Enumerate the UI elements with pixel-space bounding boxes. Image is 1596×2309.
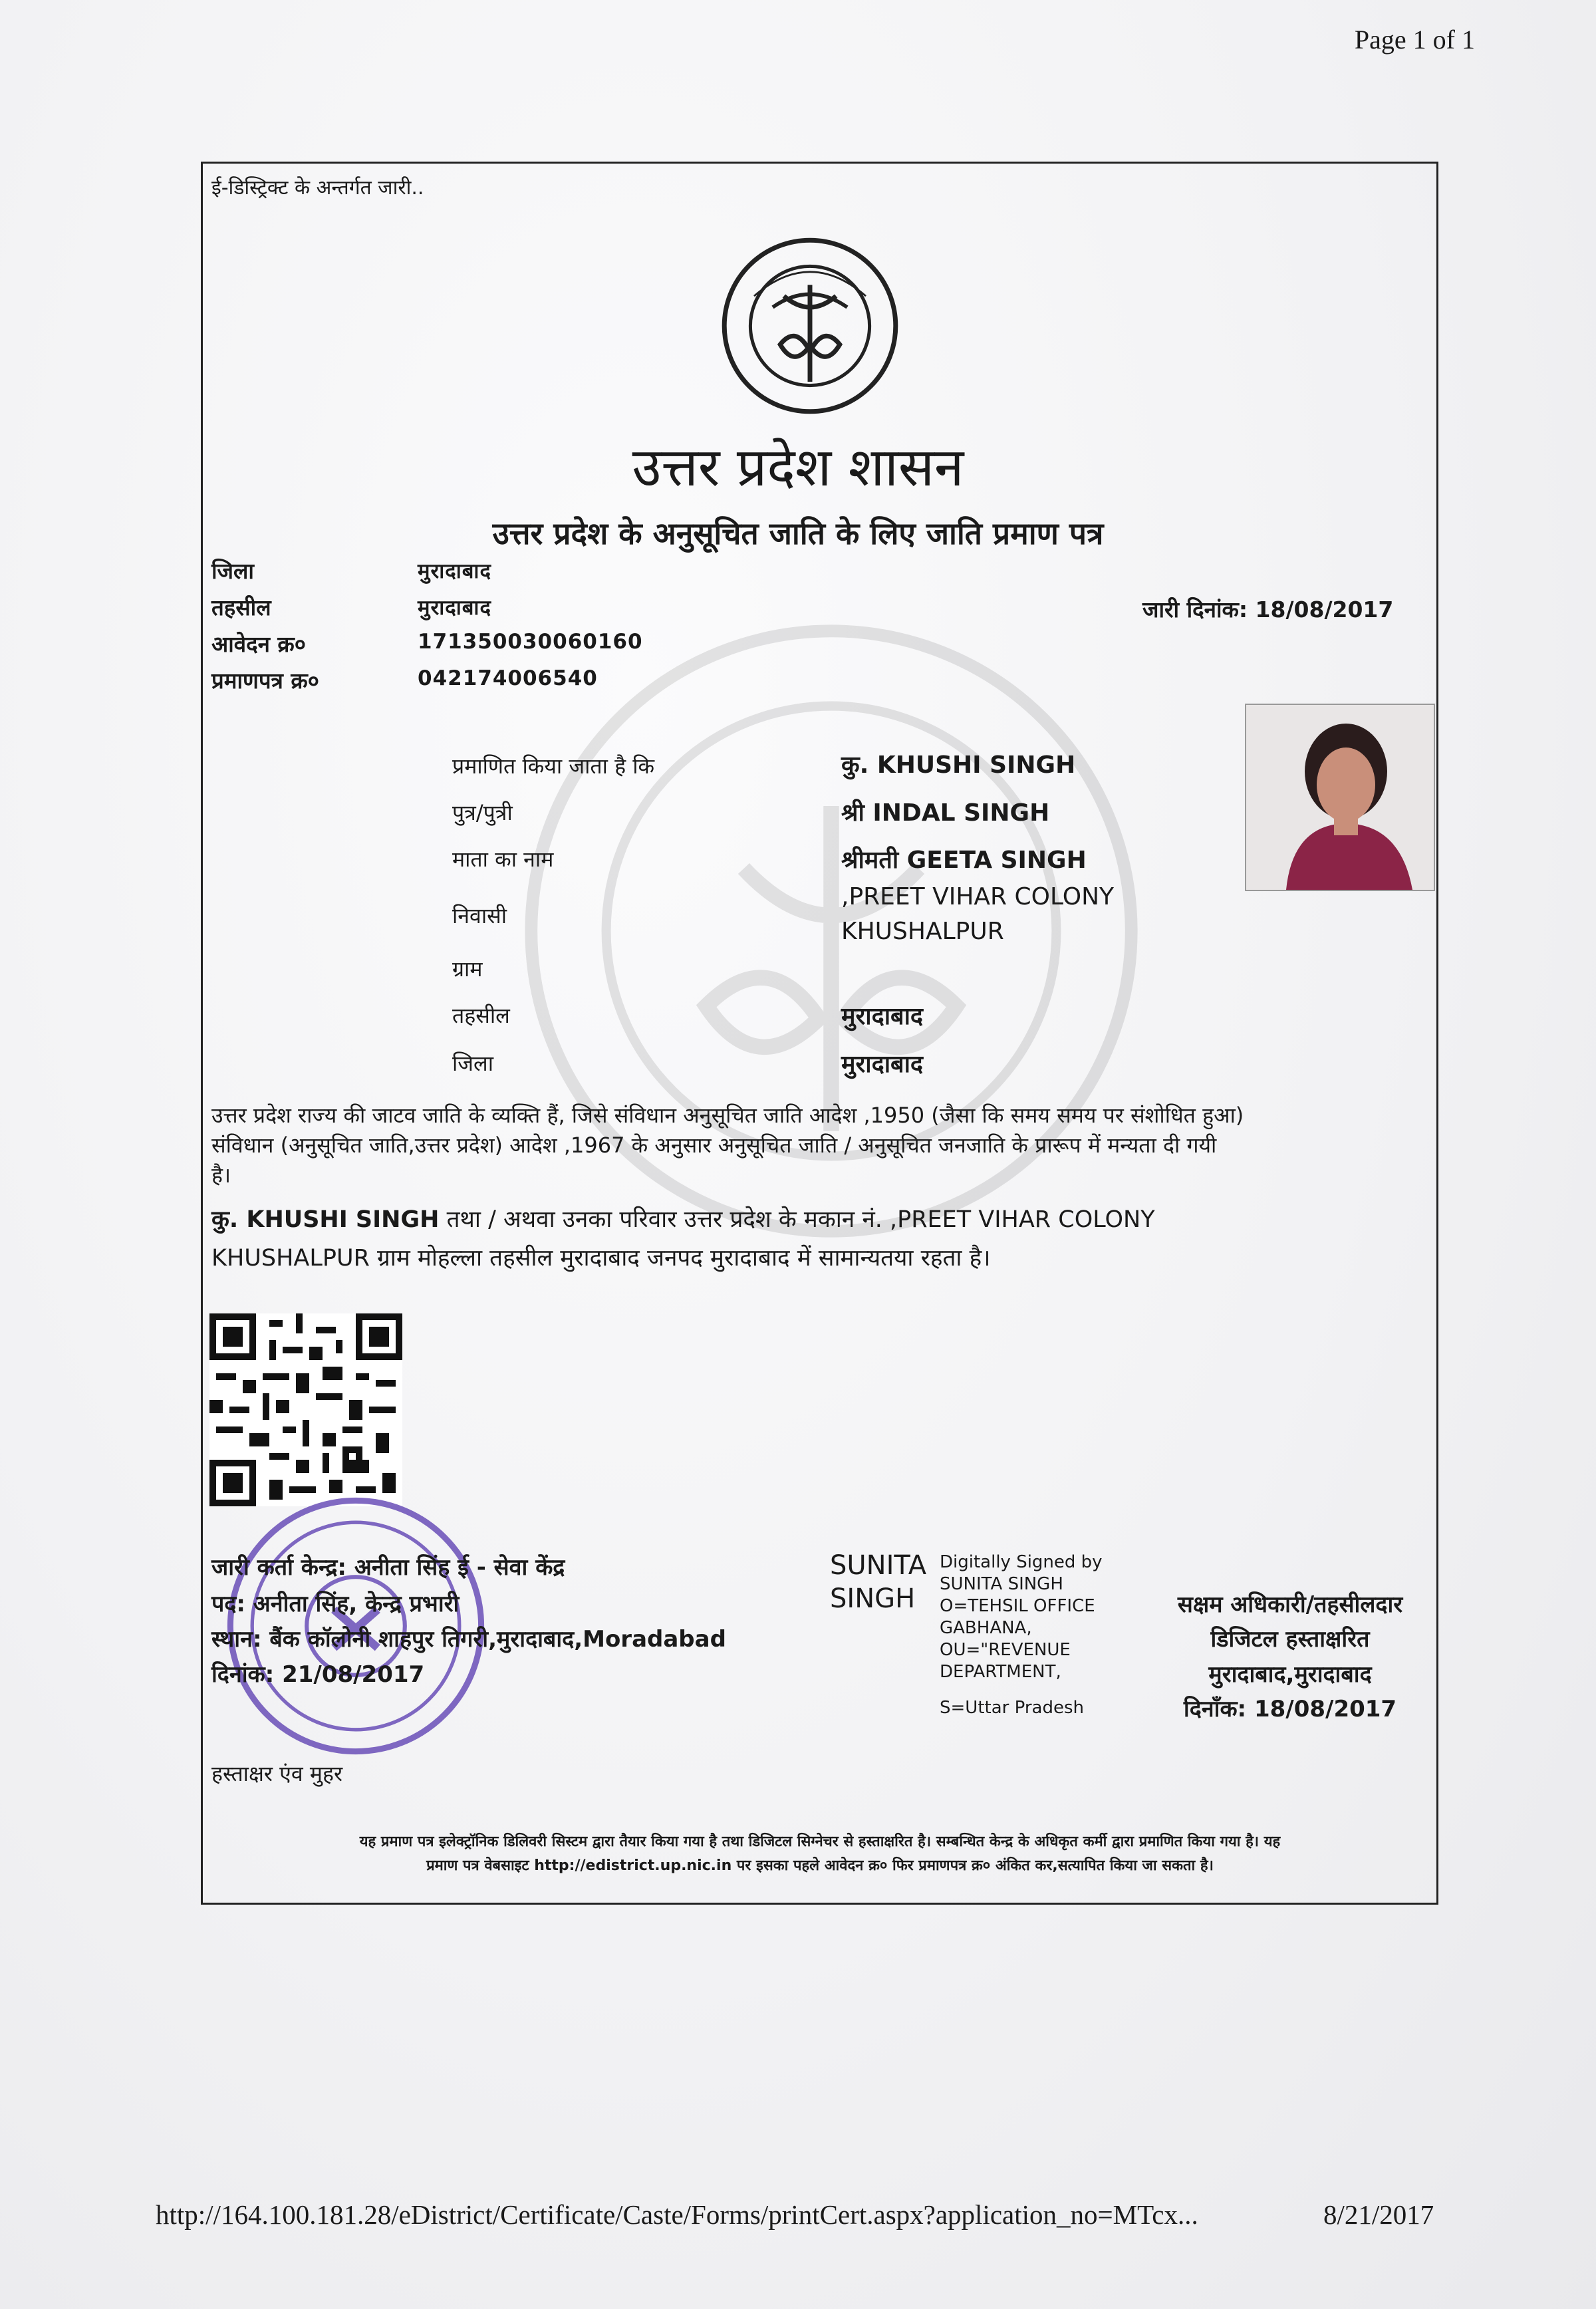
- notice-line2: प्रमाण पत्र वेबसाइट http://edistrict.up.nic.in पर इसका पहले आवेदन क्र० फिर प्रमाणपत्र क्र० अंकित कर,सत्यापित किया जा सकता है।: [426, 1857, 1214, 1874]
- sign-and-seal-label: हस्ताक्षर एंव मुहर: [211, 1761, 343, 1786]
- issue-date: [1142, 594, 1393, 624]
- certificate-no-value: 042174006540: [418, 666, 598, 690]
- sig-detail-6: DEPARTMENT,: [940, 1662, 1061, 1682]
- tehsil-label: तहसील: [211, 595, 271, 620]
- resident-line2: KHUSHALPUR: [841, 918, 1004, 945]
- para2-name: कु. KHUSHI SINGH: [211, 1206, 440, 1233]
- footer-date: 8/21/2017: [1323, 2199, 1434, 2230]
- resident-label: निवासी: [452, 903, 507, 928]
- field-district-label: जिला: [452, 1051, 494, 1076]
- para1-line3: है।: [211, 1162, 231, 1188]
- field-tehsil-value: मुरादाबाद: [841, 1003, 924, 1030]
- sig-detail-4: GABHANA,: [940, 1618, 1032, 1638]
- district-value: मुरादाबाद: [418, 559, 491, 583]
- signer-name-line2: SINGH: [830, 1583, 916, 1614]
- verification-notice: [211, 1830, 1428, 1878]
- authority-line1: सक्षम अधिकारी/तहसीलदार: [1177, 1591, 1403, 1618]
- authority-line2: डिजिटल हस्ताक्षरित: [1210, 1626, 1370, 1653]
- mother-label: माता का नाम: [452, 847, 554, 872]
- up-government-emblem-icon: [717, 233, 903, 419]
- notice-line1: यह प्रमाण पत्र इलेक्ट्रॉनिक डिलिवरी सिस्टम द्वारा तैयार किया गया है तथा डिजिटल सिग्नेचर से हस्ताक्षरित है। सम्बन्धित केन्द्र के अधिकृत कर्मी द्वारा प्रमाणित किया गया है। यह: [359, 1834, 1281, 1850]
- authority-line3: मुरादाबाद,मुरादाबाद: [1208, 1661, 1372, 1688]
- page-number: Page 1 of 1: [1354, 25, 1475, 55]
- person-photo-icon: [1246, 705, 1434, 890]
- issue-date-value: 18/08/2017: [1255, 597, 1394, 622]
- field-district-value: मुरादाबाद: [841, 1051, 924, 1078]
- parent-label: पुत्र/पुत्री: [452, 800, 513, 825]
- field-tehsil-label: तहसील: [452, 1003, 510, 1028]
- caste-declaration-paragraph: [211, 1101, 1428, 1190]
- issuer-place: स्थान: बैंक कॉलोनी शाहपुर तिगरी,मुरादाबाद,Moradabad: [211, 1626, 726, 1653]
- tehsil-value: मुरादाबाद: [418, 596, 491, 620]
- certificate-title: उत्तर प्रदेश शासन: [632, 436, 964, 498]
- applicant-photo: [1245, 704, 1435, 891]
- para1-line2: संविधान (अनुसूचित जाति,उत्तर प्रदेश) आदेश ,1967 के अनुसार अनुसूचित जाति / अनुसूचित जनजाति के प्रारूप में मन्यता दी गयी: [211, 1133, 1217, 1158]
- parent-value: श्री INDAL SINGH: [841, 799, 1050, 827]
- footer-url: http://164.100.181.28/eDistrict/Certificate/Caste/Forms/printCert.aspx?application_no=MTcx...: [156, 2199, 1198, 2230]
- para2-line2: KHUSHALPUR ग्राम मोहल्ला तहसील मुरादाबाद जनपद मुरादाबाद में सामान्यतया रहता है।: [211, 1245, 991, 1272]
- certified-label: प्रमाणित किया जाता है कि: [452, 753, 655, 779]
- certificate-subtitle: उत्तर प्रदेश के अनुसूचित जाति के लिए जाति प्रमाण पत्र: [492, 515, 1104, 551]
- signer-name-line1: SUNITA: [830, 1550, 927, 1581]
- para1-line1: उत्तर प्रदेश राज्य की जाटव जाति के व्यक्ति हैं, जिसे संविधान अनुसूचित जाति आदेश ,1950 (जैसा कि समय समय पर संशोधित हुआ): [211, 1103, 1244, 1128]
- issuer-center: जारी कर्ता केन्द्र: अनीता सिंह ई - सेवा केंद्र: [211, 1554, 565, 1581]
- residence-paragraph: [211, 1200, 1428, 1278]
- certificate-no-label: प्रमाणपत्र क्र०: [211, 668, 319, 694]
- sig-detail-5: OU="REVENUE: [940, 1640, 1071, 1660]
- village-label: ग्राम: [452, 956, 483, 982]
- application-no-label: आवेदन क्र०: [211, 631, 306, 657]
- qr-code-icon: [209, 1313, 402, 1506]
- district-label: जिला: [211, 558, 254, 584]
- authority-date: दिनाँक: 18/08/2017: [1183, 1696, 1397, 1722]
- issuer-date: दिनांक: 21/08/2017: [211, 1661, 425, 1688]
- issued-under-text: ई-डिस्ट्रिक्ट के अन्तर्गत जारी..: [211, 176, 424, 200]
- issuer-post: पद: अनीता सिंह, केन्द्र प्रभारी: [211, 1591, 460, 1617]
- sig-detail-1: Digitally Signed by: [940, 1552, 1103, 1572]
- para2-line1: तथा / अथवा उनका परिवार उत्तर प्रदेश के मकान नं. ,PREET VIHAR COLONY: [439, 1206, 1155, 1233]
- sig-detail-2: SUNITA SINGH: [940, 1574, 1063, 1594]
- sig-detail-3: O=TEHSIL OFFICE: [940, 1596, 1095, 1616]
- issue-date-label: जारी दिनांक:: [1142, 597, 1248, 622]
- application-no-value: 171350030060160: [418, 630, 643, 654]
- certified-value: कु. KHUSHI SINGH: [841, 751, 1076, 779]
- mother-value: श्रीमती GEETA SINGH: [841, 847, 1087, 874]
- resident-line1: ,PREET VIHAR COLONY: [841, 883, 1114, 910]
- sig-detail-7: S=Uttar Pradesh: [940, 1698, 1084, 1718]
